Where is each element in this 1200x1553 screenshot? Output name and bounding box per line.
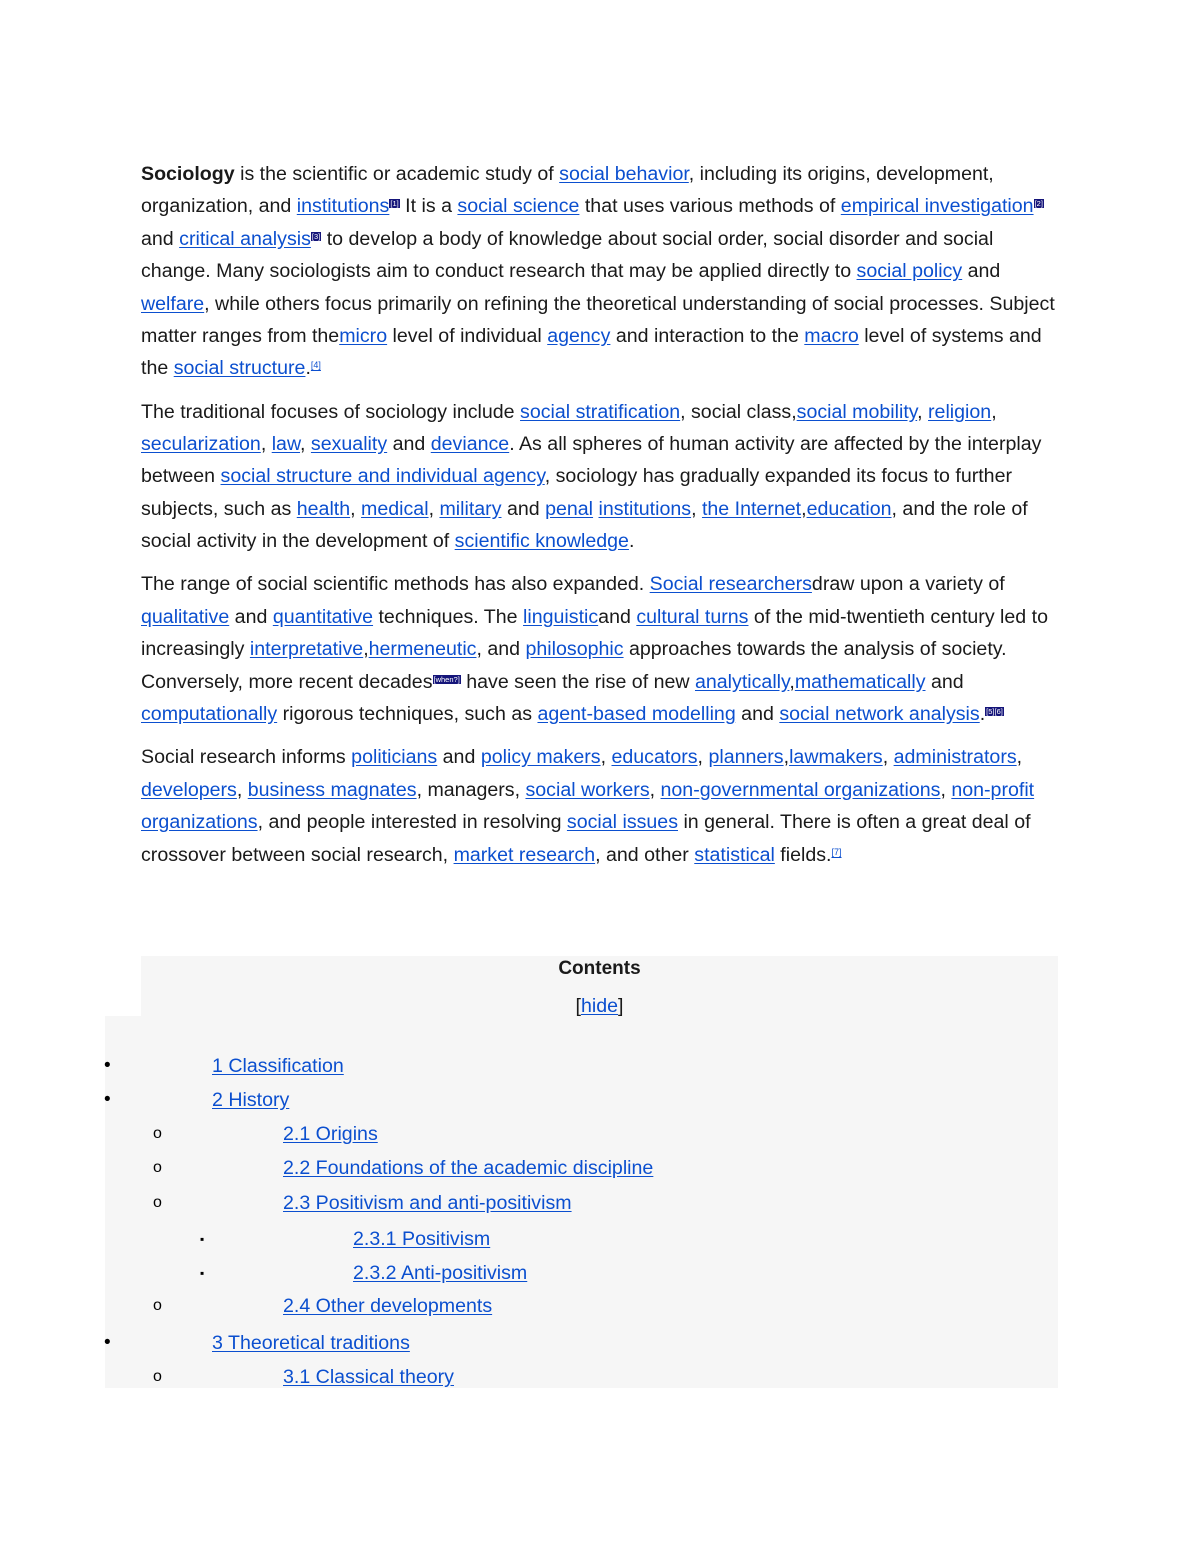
methods-paragraph: The range of social scientific methods has also expanded. Social researchersdraw upon a variety of qualitative and quantitative techniques. The linguisticand cultural turns of the mid-twentieth century led to increasingly interpretative,hermeneutic, and philosophic approaches towards the analysis of society. Conversely, more recent decades[when?] have seen the rise of new analytically,mathematically and computationally rigorous techniques, such as agent-based modelling and social network analysis.[5][6]: [141, 573, 1048, 726]
link-health[interactable]: health: [296, 497, 351, 520]
research-paragraph: Social research informs politicians and policy makers, educators, planners,lawmakers, administrators, developers, business magnates, managers, social workers, non-governmental organizations, non-profit organizations, and people interested in resolving social issues in general. There is often a great deal of crossover between social research, market research, and other statistical fields.[7]: [141, 746, 1035, 866]
toc-item-positivism-and-anti-positivism[interactable]: 2.3 Positivism and anti-positivism: [283, 1192, 572, 1214]
link-law[interactable]: law: [271, 433, 301, 456]
link-critical-analysis[interactable]: critical analysis: [179, 227, 311, 250]
toc-item-foundations[interactable]: 2.2 Foundations of the academic discipline: [283, 1157, 654, 1179]
link-linguistic[interactable]: linguistic: [523, 605, 599, 628]
link-religion[interactable]: religion: [928, 400, 992, 423]
link-scientific-knowledge[interactable]: scientific knowledge: [454, 530, 629, 553]
reference-2[interactable]: [2]: [1034, 199, 1043, 209]
link-politicians[interactable]: politicians: [351, 746, 438, 769]
reference-1[interactable]: [1]: [390, 199, 399, 209]
link-social-policy[interactable]: social policy: [856, 260, 963, 283]
link-mathematically[interactable]: mathematically: [794, 670, 926, 693]
toc-bullet: •: [104, 1055, 111, 1076]
toc-item-classification[interactable]: 1 Classification: [212, 1055, 344, 1077]
link-agency[interactable]: agency: [547, 325, 611, 348]
reference-when[interactable]: [when?]: [433, 674, 460, 684]
link-non-governmental-organizations[interactable]: non-governmental organizations: [660, 778, 941, 801]
link-military[interactable]: military: [439, 497, 502, 520]
article-body: [141, 158, 1061, 871]
toc-hide-link[interactable]: hide: [580, 995, 619, 1017]
toc-bullet: •: [104, 1089, 111, 1110]
link-social-structure[interactable]: social structure: [173, 357, 306, 380]
link-micro[interactable]: micro: [339, 325, 388, 348]
toc-bullet: o: [153, 1194, 162, 1211]
link-penal[interactable]: penal: [545, 497, 594, 520]
link-educators[interactable]: educators: [611, 746, 698, 769]
link-cultural-turns[interactable]: cultural turns: [636, 605, 749, 628]
link-institutions[interactable]: institutions: [296, 195, 390, 218]
link-structure-and-agency[interactable]: social structure and individual agency: [220, 465, 545, 488]
link-welfare[interactable]: welfare: [141, 292, 205, 315]
toc-left-band: [105, 1016, 145, 1388]
link-computationally[interactable]: computationally: [141, 703, 278, 726]
intro-paragraph: Sociology is the scientific or academic study of social behavior, including its origins, development, organization, and institutions[1] It is a social science that uses various methods of empirical investigation[2] and critical analysis[3] to develop a body of knowledge about social order, social disorder and social change. Many sociologists aim to conduct research that may be applied directly to social policy and welfare, while others focus primarily on refining the theoretical understanding of social processes. Subject matter ranges from themicro level of individual agency and interaction to the macro level of systems and the social structure.[4]: [141, 163, 1055, 380]
link-non-profit-organizations[interactable]: non-profit organizations: [141, 778, 1035, 834]
link-secularization[interactable]: secularization: [141, 433, 261, 456]
link-education[interactable]: education: [806, 497, 892, 520]
reference-5-6[interactable]: [5][6]: [986, 707, 1003, 717]
toc-item-theoretical-traditions[interactable]: 3 Theoretical traditions: [212, 1332, 410, 1354]
toc-item-classical-theory[interactable]: 3.1 Classical theory: [283, 1366, 454, 1388]
toc-item-origins[interactable]: 2.1 Origins: [283, 1123, 378, 1145]
link-agent-based-modelling[interactable]: agent-based modelling: [537, 703, 736, 726]
link-developers[interactable]: developers: [141, 778, 237, 801]
link-analytically[interactable]: analytically: [694, 670, 790, 693]
link-social-mobility[interactable]: social mobility: [796, 400, 918, 423]
link-interpretative[interactable]: interpretative: [249, 638, 364, 661]
link-market-research[interactable]: market research: [453, 843, 596, 866]
toc-bullet: ▪: [200, 1232, 205, 1246]
link-philosophic[interactable]: philosophic: [525, 638, 624, 661]
focuses-paragraph: The traditional focuses of sociology include social stratification, social class,social mobility, religion, secularization, law, sexuality and deviance. As all spheres of human activity are affected by the interplay between social structure and individual agency, sociology has gradually expanded its focus to further subjects, such as health, medical, military and penal institutions, the Internet,education, and the role of social activity in the development of scientific knowledge.: [141, 400, 1042, 553]
link-the-internet[interactable]: the Internet: [701, 497, 802, 520]
toc-bullet: •: [104, 1332, 111, 1353]
link-social-issues[interactable]: social issues: [566, 811, 678, 834]
link-medical[interactable]: medical: [361, 497, 429, 520]
link-qualitative[interactable]: qualitative: [141, 605, 230, 628]
toc-hide-toggle: [hide]: [575, 995, 624, 1017]
link-business-magnates[interactable]: business magnates: [247, 778, 417, 801]
toc-bullet: o: [153, 1297, 162, 1314]
link-administrators[interactable]: administrators: [893, 746, 1017, 769]
link-policy-makers[interactable]: policy makers: [480, 746, 601, 769]
link-statistical[interactable]: statistical: [694, 843, 775, 866]
link-institutions-2[interactable]: institutions: [598, 497, 692, 520]
toc-item-positivism[interactable]: 2.3.1 Positivism: [353, 1228, 491, 1250]
link-social-stratification[interactable]: social stratification: [520, 400, 681, 423]
link-empirical-investigation[interactable]: empirical investigation: [840, 195, 1034, 218]
reference-3[interactable]: [3]: [311, 231, 321, 241]
toc-bullet: o: [153, 1125, 162, 1142]
link-social-network-analysis[interactable]: social network analysis: [779, 703, 980, 726]
link-planners[interactable]: planners: [708, 746, 784, 769]
link-macro[interactable]: macro: [804, 325, 859, 348]
toc-item-history[interactable]: 2 History: [212, 1089, 290, 1111]
toc-bullet: ▪: [200, 1266, 205, 1280]
link-social-science[interactable]: social science: [457, 195, 580, 218]
link-hermeneutic[interactable]: hermeneutic: [368, 638, 477, 661]
toc-bullet: o: [153, 1368, 162, 1385]
link-social-researchers[interactable]: Social researchers: [649, 573, 812, 596]
link-deviance[interactable]: deviance: [430, 433, 510, 456]
toc-bullet: o: [153, 1159, 162, 1176]
article-term: Sociology: [141, 163, 235, 185]
reference-4[interactable]: [4]: [310, 360, 321, 371]
toc-title: Contents: [558, 958, 641, 979]
toc-item-other-developments[interactable]: 2.4 Other developments: [283, 1295, 493, 1317]
link-social-workers[interactable]: social workers: [525, 778, 650, 801]
link-lawmakers[interactable]: lawmakers: [789, 746, 883, 769]
link-social-behavior[interactable]: social behavior: [559, 163, 689, 185]
link-quantitative[interactable]: quantitative: [272, 605, 374, 628]
reference-7[interactable]: [7]: [831, 846, 842, 857]
toc-item-anti-positivism[interactable]: 2.3.2 Anti-positivism: [353, 1262, 528, 1284]
link-sexuality[interactable]: sexuality: [310, 433, 388, 456]
